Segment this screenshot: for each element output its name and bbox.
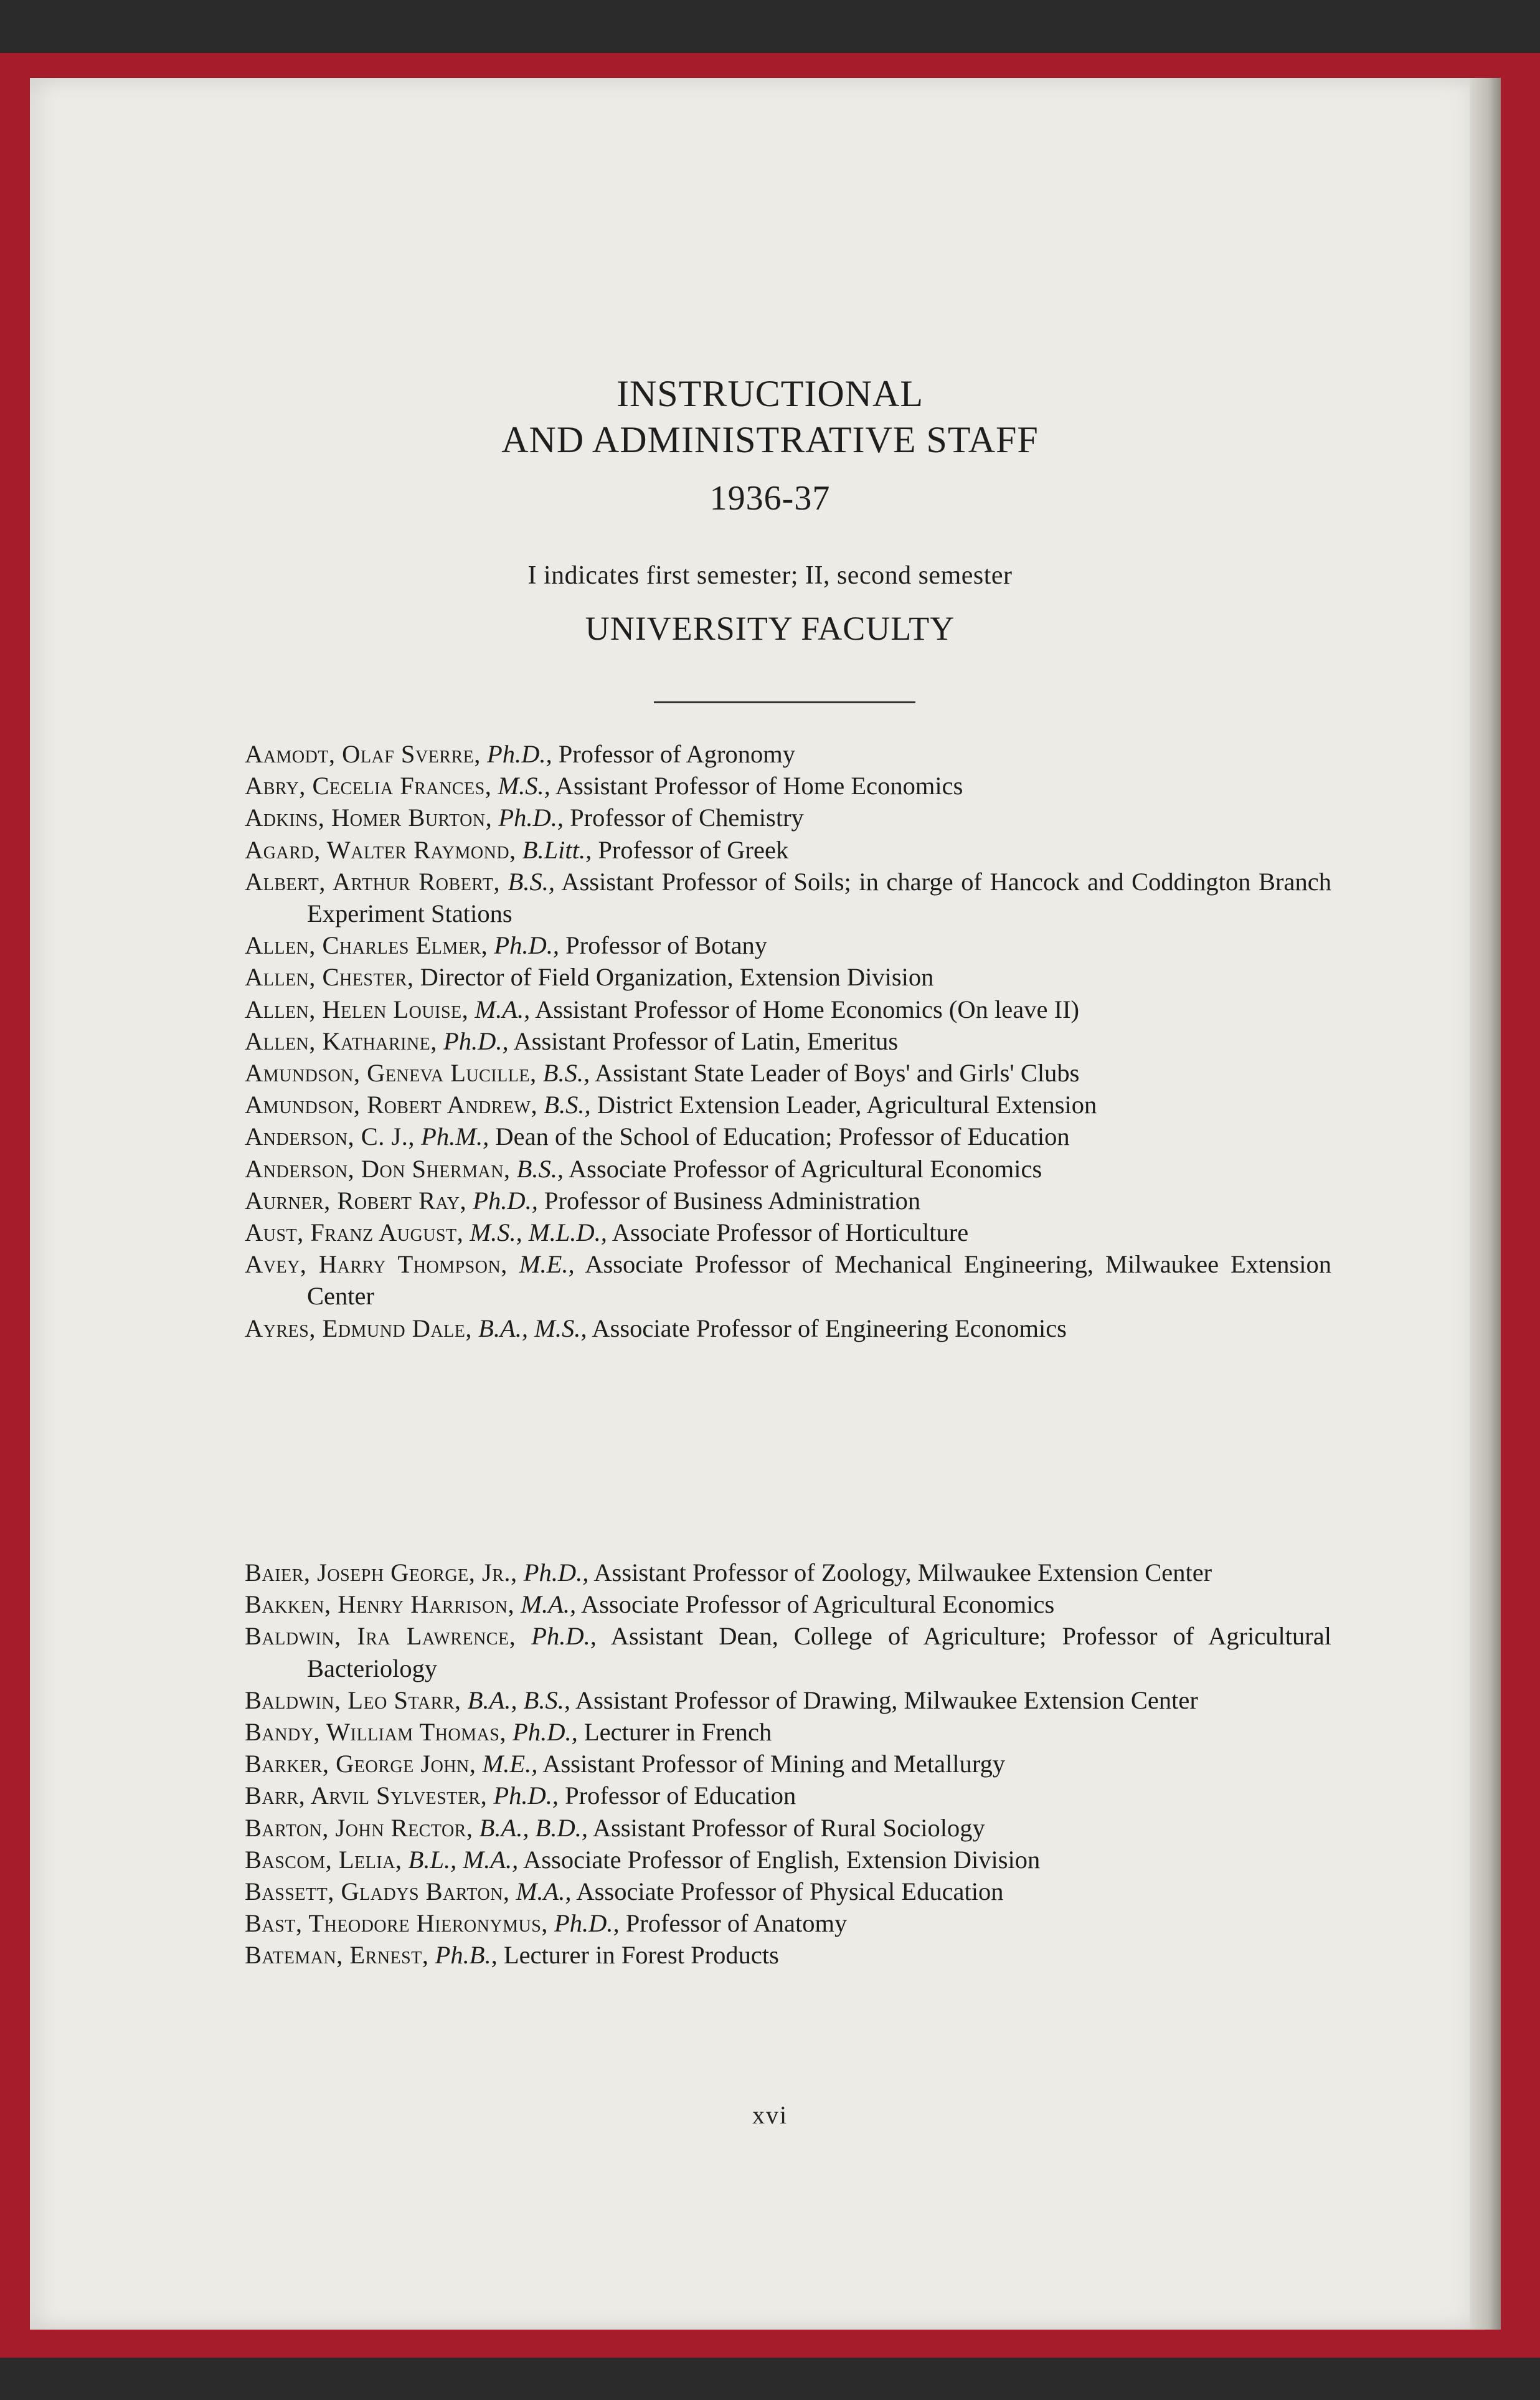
faculty-name: Agard, Walter Raymond, xyxy=(245,835,516,864)
faculty-name: Abry, Cecelia Frances, xyxy=(245,772,492,800)
faculty-entry xyxy=(245,1185,1331,1217)
faculty-degree: Ph.B., xyxy=(435,1941,498,1970)
faculty-entry xyxy=(245,1089,1331,1121)
faculty-title: Professor of Agronomy xyxy=(558,740,795,768)
faculty-title: Assistant Professor of Home Economics xyxy=(555,772,963,800)
faculty-title: Professor of Business Administration xyxy=(544,1186,921,1215)
faculty-name: Allen, Chester, xyxy=(245,963,414,992)
faculty-degree: B.S., xyxy=(508,867,555,896)
faculty-list-b xyxy=(245,1557,1331,1971)
faculty-title: Professor of Anatomy xyxy=(625,1909,848,1938)
faculty-name: Anderson, Don Sherman, xyxy=(245,1154,511,1183)
faculty-entry xyxy=(245,866,1331,929)
faculty-title: Lecturer in French xyxy=(583,1718,772,1747)
faculty-degree: Ph.D., xyxy=(486,740,552,768)
faculty-title: District Extension Leader, Agricultural Extension xyxy=(597,1091,1097,1119)
faculty-degree: M.A., xyxy=(475,995,531,1023)
faculty-degree: Ph.D., xyxy=(498,804,564,832)
faculty-entry xyxy=(245,1025,1331,1057)
faculty-entry xyxy=(245,1939,1331,1971)
faculty-degree: M.S., M.L.D., xyxy=(470,1218,607,1247)
faculty-entry xyxy=(245,834,1331,866)
faculty-degree: Ph.D., xyxy=(443,1027,509,1055)
faculty-title: Professor of Botany xyxy=(565,931,768,960)
faculty-name: Baldwin, Ira Lawrence, xyxy=(245,1622,516,1651)
faculty-degree: Ph.D., xyxy=(493,1781,559,1810)
faculty-name: Amundson, Geneva Lucille, xyxy=(245,1059,537,1088)
faculty-title: Associate Professor of Agricultural Economics xyxy=(580,1590,1055,1619)
faculty-degree: Ph.D., xyxy=(554,1909,620,1938)
faculty-title: Assistant Professor of Soils; in charge of Hancock and Coddington Branch Experiment Stations xyxy=(307,867,1331,928)
faculty-degree: Ph.D., xyxy=(531,1622,597,1651)
faculty-title: Associate Professor of Horticulture xyxy=(612,1218,969,1247)
faculty-degree: Ph.D., xyxy=(513,1718,578,1747)
faculty-name: Anderson, C. J., xyxy=(245,1122,415,1151)
faculty-title: Director of Field Organization, Extension Division xyxy=(420,963,934,992)
faculty-degree: M.S., xyxy=(498,772,550,800)
faculty-degree: Ph.D., xyxy=(473,1186,538,1215)
faculty-name: Aust, Franz August, xyxy=(245,1218,464,1247)
faculty-title: Assistant Professor of Rural Sociology xyxy=(592,1813,985,1842)
faculty-entry xyxy=(245,770,1331,802)
faculty-name: Amundson, Robert Andrew, xyxy=(245,1091,538,1119)
faculty-title: Lecturer in Forest Products xyxy=(503,1941,779,1970)
faculty-title: Professor of Chemistry xyxy=(570,804,804,832)
faculty-degree: B.S., xyxy=(516,1154,564,1183)
faculty-title: Assistant Professor of Zoology, Milwaukee Extension Center xyxy=(593,1558,1212,1587)
faculty-name: Ayres, Edmund Dale, xyxy=(245,1314,473,1342)
faculty-name: Bascom, Lelia, xyxy=(245,1845,402,1874)
faculty-entry xyxy=(245,1557,1331,1588)
faculty-title: Assistant Professor of Home Economics (On leave II) xyxy=(535,995,1080,1023)
section-heading: UNIVERSITY FACULTY xyxy=(585,610,955,647)
faculty-entry xyxy=(245,1780,1331,1811)
faculty-entry xyxy=(245,1684,1331,1716)
faculty-list-a xyxy=(245,738,1331,1344)
faculty-degree: B.A., B.D., xyxy=(479,1813,588,1842)
faculty-entry xyxy=(245,1153,1331,1185)
faculty-name: Allen, Helen Louise, xyxy=(245,995,469,1023)
faculty-entry xyxy=(245,1844,1331,1876)
faculty-name: Barker, George John, xyxy=(245,1750,476,1778)
faculty-entry xyxy=(245,1748,1331,1780)
faculty-degree: M.A., xyxy=(516,1877,572,1906)
faculty-degree: B.L., M.A., xyxy=(408,1845,519,1874)
faculty-degree: B.S., xyxy=(544,1091,591,1119)
faculty-degree: M.E., xyxy=(482,1750,538,1778)
faculty-entry xyxy=(245,1812,1331,1844)
faculty-title: Assistant State Leader of Boys' and Girls' Clubs xyxy=(595,1059,1080,1088)
faculty-name: Aamodt, Olaf Sverre, xyxy=(245,740,481,768)
faculty-degree: B.A., M.S., xyxy=(478,1314,587,1342)
faculty-title: Associate Professor of English, Extension Division xyxy=(523,1845,1041,1874)
faculty-title: Professor of Greek xyxy=(598,835,789,864)
faculty-title: Assistant Professor of Drawing, Milwaukee Extension Center xyxy=(575,1686,1198,1714)
page-title-line-2: AND ADMINISTRATIVE STAFF xyxy=(501,419,1039,460)
page-number: xvi xyxy=(752,2101,788,2129)
faculty-degree: M.A., xyxy=(521,1590,577,1619)
faculty-entry xyxy=(245,929,1331,961)
faculty-entry xyxy=(245,1907,1331,1939)
faculty-name: Allen, Charles Elmer, xyxy=(245,931,488,960)
faculty-degree: Ph.M., xyxy=(421,1122,489,1151)
faculty-entry xyxy=(245,1588,1331,1620)
faculty-title: Associate Professor of Agricultural Economics xyxy=(568,1154,1042,1183)
faculty-name: Bakken, Henry Harrison, xyxy=(245,1590,515,1619)
faculty-entry xyxy=(245,1248,1331,1312)
faculty-entry xyxy=(245,1312,1331,1344)
faculty-name: Aurner, Robert Ray, xyxy=(245,1186,467,1215)
faculty-title: Professor of Education xyxy=(565,1781,796,1810)
faculty-name: Bast, Theodore Hieronymus, xyxy=(245,1909,548,1938)
faculty-degree: Ph.D., xyxy=(494,931,559,960)
page-title-line-1: INSTRUCTIONAL xyxy=(616,373,924,414)
faculty-entry xyxy=(245,1716,1331,1748)
faculty-name: Baier, Joseph George, Jr., xyxy=(245,1558,517,1587)
faculty-degree: B.A., B.S., xyxy=(467,1686,571,1714)
faculty-name: Bateman, Ernest, xyxy=(245,1941,429,1970)
faculty-name: Bassett, Gladys Barton, xyxy=(245,1877,510,1906)
faculty-entry xyxy=(245,961,1331,993)
faculty-name: Albert, Arthur Robert, xyxy=(245,867,501,896)
faculty-title: Assistant Professor of Mining and Metallurgy xyxy=(542,1750,1006,1778)
faculty-title: Dean of the School of Education; Professor of Education xyxy=(495,1122,1070,1151)
faculty-title: Associate Professor of Engineering Economics xyxy=(592,1314,1067,1342)
faculty-degree: B.S., xyxy=(542,1059,590,1088)
faculty-entry xyxy=(245,1876,1331,1907)
faculty-name: Barr, Arvil Sylvester, xyxy=(245,1781,488,1810)
faculty-entry xyxy=(245,1620,1331,1684)
faculty-entry xyxy=(245,1217,1331,1248)
faculty-entry xyxy=(245,1121,1331,1152)
academic-year: 1936-37 xyxy=(709,479,831,518)
faculty-name: Adkins, Homer Burton, xyxy=(245,804,493,832)
section-divider xyxy=(654,701,915,703)
faculty-degree: B.Litt., xyxy=(522,835,592,864)
faculty-entry xyxy=(245,738,1331,770)
faculty-title: Assistant Dean, College of Agriculture; Professor of Agricultural Bacteriology xyxy=(307,1622,1332,1682)
faculty-entry xyxy=(245,994,1331,1025)
faculty-name: Baldwin, Leo Starr, xyxy=(245,1686,461,1714)
faculty-degree: Ph.D., xyxy=(523,1558,589,1587)
faculty-name: Barton, John Rector, xyxy=(245,1813,473,1842)
faculty-name: Avey, Harry Thompson, xyxy=(245,1250,508,1279)
page-gutter xyxy=(1470,78,1501,2330)
faculty-degree: M.E., xyxy=(519,1250,575,1279)
semester-note: I indicates first semester; II, second semester xyxy=(527,561,1013,590)
faculty-title: Assistant Professor of Latin, Emeritus xyxy=(513,1027,899,1055)
faculty-entry xyxy=(245,1057,1331,1089)
faculty-title: Associate Professor of Physical Education xyxy=(576,1877,1004,1906)
faculty-name: Allen, Katharine, xyxy=(245,1027,437,1055)
faculty-entry xyxy=(245,802,1331,833)
faculty-name: Bandy, William Thomas, xyxy=(245,1718,507,1747)
faculty-title: Associate Professor of Mechanical Engineering, Milwaukee Extension Center xyxy=(307,1250,1332,1311)
